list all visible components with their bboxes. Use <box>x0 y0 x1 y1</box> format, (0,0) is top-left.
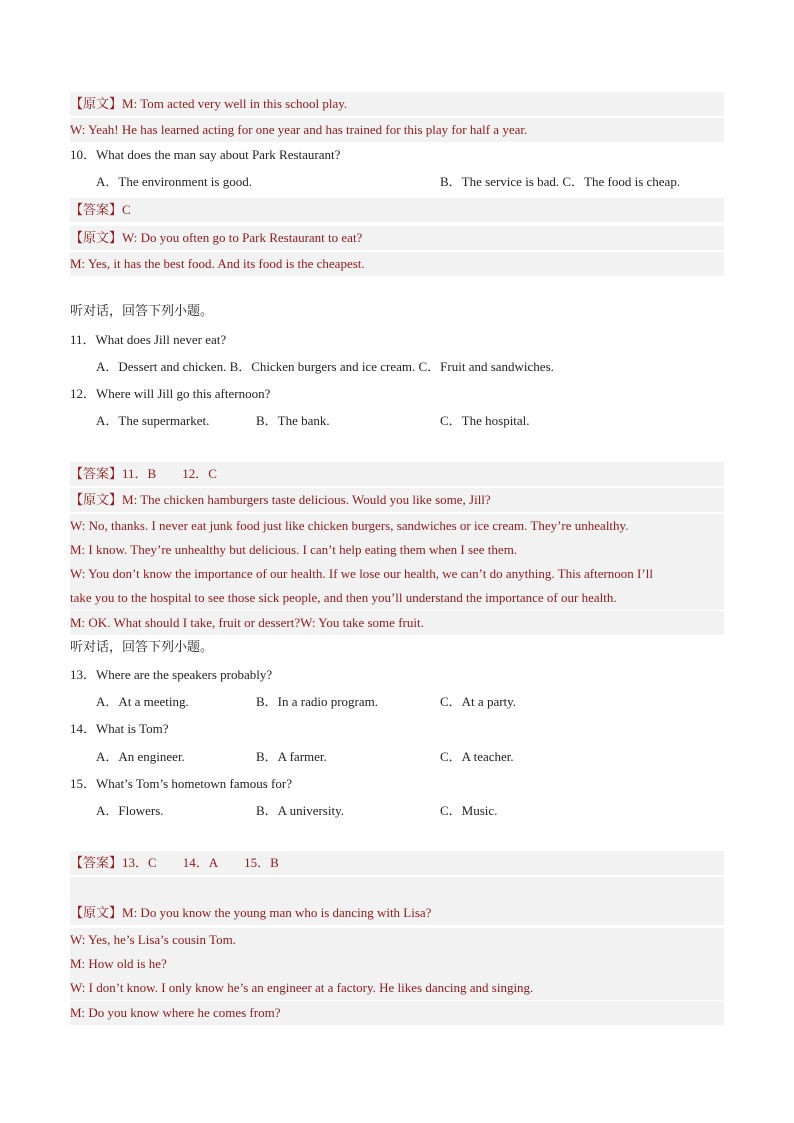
option-a: A．An engineer. <box>96 749 185 764</box>
transcript-11-12-line4: W: You don’t know the importance of our health. If we lose our health, we can’t do anything. This afternoon I’ll <box>70 562 724 586</box>
question-15-options <box>70 799 724 823</box>
question-15-stem: 15．What’s Tom’s hometown famous for? <box>70 776 292 791</box>
question-12-stem: 12．Where will Jill go this afternoon? <box>70 386 271 401</box>
answer-value: C <box>122 202 131 217</box>
question-10-options <box>70 170 724 194</box>
transcript-11-12-line3: M: I know. They’re unhealthy but delicious. I can’t help eating them when I see them. <box>70 538 724 562</box>
answer-tag: 【答案】 <box>70 856 123 871</box>
option-b: B．In a radio program. <box>256 694 379 709</box>
question-10-stem: 10．What does the man say about Park Restaurant? <box>70 147 341 162</box>
transcript-line <box>70 92 724 116</box>
transcript-13-15-line3: M: How old is he? <box>70 952 724 976</box>
question-13-options <box>70 690 724 714</box>
transcript-11-12-line1 <box>70 488 724 512</box>
question-14-options <box>70 745 724 769</box>
answer-13-15 <box>70 851 724 875</box>
transcript-11-12-line5: take you to the hospital to see those sick people, and then you’ll understand the importance of our health. <box>70 586 724 610</box>
transcript-tag: 【原文】 <box>70 493 123 508</box>
transcript-10-line1 <box>70 226 724 250</box>
answer-tag: 【答案】 <box>70 203 123 218</box>
option-c: C．Music. <box>440 803 498 818</box>
transcript-13-15-line4: W: I don’t know. I only know he’s an engineer at a factory. He likes dancing and singing. <box>70 976 724 1000</box>
answer-15: 15．B <box>244 855 279 870</box>
option-b: B．The bank. <box>256 413 330 428</box>
option-a: A．The environment is good. <box>96 174 252 189</box>
option-b: B．A farmer. <box>256 749 327 764</box>
transcript-10-line2: M: Yes, it has the best food. And its food is the cheapest. <box>70 252 724 276</box>
transcript-text: M: Tom acted very well in this school play. <box>122 96 348 111</box>
answer-11-12 <box>70 462 724 486</box>
answer-12: 12．C <box>182 466 217 481</box>
question-11-stem: 11．What does Jill never eat? <box>70 332 227 347</box>
section-heading: 听对话，回答下列小题。 <box>70 640 214 655</box>
transcript-text: M: Do you know the young man who is dancing with Lisa? <box>122 905 432 920</box>
option-a: A．The supermarket. <box>96 413 210 428</box>
option-b: B．A university. <box>256 803 344 818</box>
answer-13: 13．C <box>122 855 157 870</box>
blank-shaded-line <box>70 877 724 901</box>
transcript-tag: 【原文】 <box>70 231 123 246</box>
transcript-11-12-line2: W: No, thanks. I never eat junk food just like chicken burgers, sandwiches or ice cream. They’re unhealthy. <box>70 514 724 538</box>
question-13-stem: 13．Where are the speakers probably? <box>70 667 273 682</box>
option-b-c: B．The service is bad. C．The food is cheap. <box>440 174 681 189</box>
transcript-text: W: Do you often go to Park Restaurant to eat? <box>122 230 363 245</box>
answer-10 <box>70 198 724 222</box>
transcript-text: M: The chicken hamburgers taste delicious. Would you like some, Jill? <box>122 492 491 507</box>
answer-11: 11．B <box>122 466 157 481</box>
question-12-options <box>70 409 724 433</box>
transcript-tag: 【原文】 <box>70 97 123 112</box>
option-c: C．At a party. <box>440 694 517 709</box>
option-c: C．A teacher. <box>440 749 514 764</box>
transcript-13-15-line1 <box>70 901 724 925</box>
option-c: C．The hospital. <box>440 413 530 428</box>
transcript-13-15-line5: M: Do you know where he comes from? <box>70 1001 724 1025</box>
answer-tag: 【答案】 <box>70 467 123 482</box>
options-text: A．Dessert and chicken. B．Chicken burgers and ice cream. C．Fruit and sandwiches. <box>96 359 554 374</box>
transcript-13-15-line2: W: Yes, he’s Lisa’s cousin Tom. <box>70 928 724 952</box>
section-heading: 听对话，回答下列小题。 <box>70 304 214 319</box>
transcript-tag: 【原文】 <box>70 906 123 921</box>
transcript-line: W: Yeah! He has learned acting for one year and has trained for this play for half a year. <box>70 118 724 142</box>
question-11-options <box>70 355 724 379</box>
question-14-stem: 14．What is Tom? <box>70 721 169 736</box>
option-a: A．At a meeting. <box>96 694 189 709</box>
transcript-11-12-line6: M: OK. What should I take, fruit or dessert?W: You take some fruit. <box>70 611 724 635</box>
answer-14: 14．A <box>182 855 219 870</box>
option-a: A．Flowers. <box>96 803 164 818</box>
